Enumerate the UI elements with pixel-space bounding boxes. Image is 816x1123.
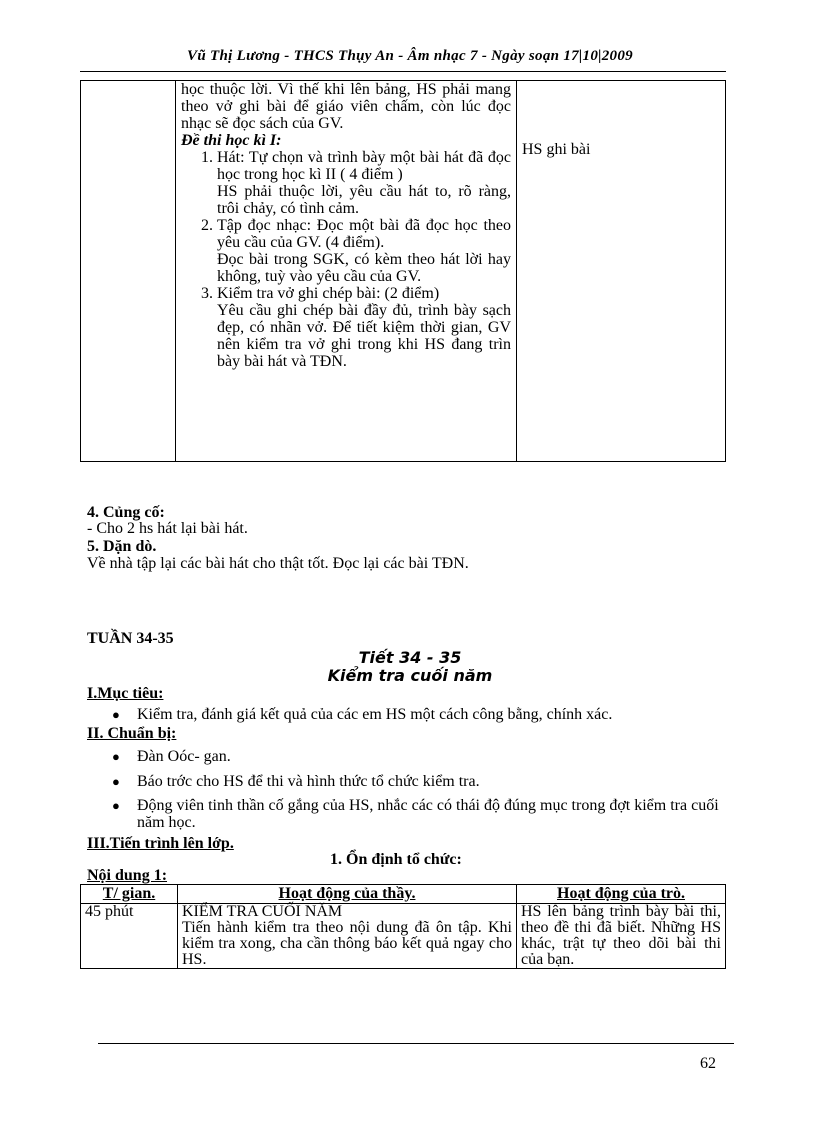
exam-items: [181, 149, 511, 370]
exam-item-title: 2. Tập đọc nhạc: Đọc một bài đã đọc học theo yêu cầu của GV. (4 điểm).: [217, 217, 511, 251]
exam-table: [80, 80, 726, 462]
student-col-text: HS ghi bài: [522, 141, 591, 158]
exam-item-detail: Đọc bài trong SGK, có kèm theo hát lời hay không, tuỳ vào yêu cầu của GV.: [217, 251, 511, 285]
prep-text: Đàn Oóc- gan.: [137, 748, 231, 765]
student-cell: HS lên bảng trình bày bài thi, theo đề thi đã biết. Những HS khác, trật tự theo dõi bài thi của bạn.: [517, 904, 726, 969]
teacher-cell: [178, 904, 517, 969]
page-number: 62: [700, 1055, 716, 1072]
section5-text: Về nhà tập lại các bài hát cho thật tốt. Đọc lại các bài TĐN.: [87, 555, 469, 572]
exam-item-detail: HS phải thuộc lời, yêu cầu hát to, rõ ràng, trôi chảy, có tình cảm.: [217, 183, 511, 217]
lesson-title: Kiểm tra cuối năm: [327, 666, 493, 685]
header-rule: [80, 71, 726, 72]
week-label: TUẦN 34-35: [87, 630, 174, 647]
section4-heading: 4. Củng cố:: [87, 504, 165, 521]
exam-item: [217, 149, 511, 217]
objectives-heading: I.Mục tiêu:: [87, 685, 164, 702]
teacher-text: Tiến hành kiểm tra theo nội dung đã ôn tập. Khi kiểm tra xong, cha cần thông báo kết quả ngay cho HS.: [182, 919, 512, 968]
prep-item: [112, 797, 722, 831]
page-header: Vũ Thị Lương - THCS Thụy An - Âm nhạc 7 - Ngày soạn 17|10|2009: [187, 48, 633, 64]
footer-rule: [98, 1043, 734, 1044]
time-cell: [81, 81, 176, 462]
prep-heading: II. Chuẩn bị:: [87, 725, 177, 742]
intro-text: học thuộc lời. Vì thế khi lên bảng, HS phải mang theo vở ghi bài để giáo viên chấm, còn lúc đọc nhạc sẽ đọc sách của GV.: [181, 81, 511, 132]
bullet-icon: ●: [112, 749, 120, 764]
section5-heading: 5. Dặn dò.: [87, 538, 157, 555]
col-header-teacher: Hoạt động của thầy.: [178, 885, 517, 904]
teacher-title: KIỂM TRA CUỐI NĂM: [182, 903, 343, 920]
bullet-icon: ●: [112, 774, 120, 789]
student-activity-cell: [517, 81, 726, 462]
col-header-student: Hoạt động của trò.: [517, 885, 726, 904]
lesson-number: Tiết 34 - 35: [358, 648, 462, 667]
teacher-activity-cell: [176, 81, 517, 462]
bullet-icon: ●: [112, 707, 120, 722]
prep-text: Báo trớc cho HS để thi và hình thức tổ chức kiểm tra.: [137, 773, 480, 790]
step1-heading: 1. Ổn định tổ chức:: [330, 851, 462, 868]
exam-item: [217, 285, 511, 370]
time-cell: 45 phút: [81, 904, 178, 969]
prep-text: Động viên tinh thần cố gắng của HS, nhắc các có thái độ đúng mục trong đợt kiểm tra cuối năm học.: [137, 797, 719, 831]
exam-item-detail: Yêu cầu ghi chép bài đầy đủ, trình bày sạch đẹp, có nhãn vở. Để tiết kiệm thời gian, GV nên kiểm tra vở ghi trong khi HS đang trìn bày bài hát và TĐN.: [217, 302, 511, 370]
bullet-icon: ●: [112, 798, 120, 813]
content-label: Nội dung 1:: [87, 867, 168, 884]
objective-text: Kiểm tra, đánh giá kết quả của các em HS một cách công bằng, chính xác.: [137, 706, 613, 723]
col-header-time: T/ gian.: [81, 885, 178, 904]
activity-table: [80, 884, 726, 969]
exam-item-title: 3. Kiểm tra vở ghi chép bài: (2 điểm): [217, 285, 440, 302]
exam-item: [217, 217, 511, 285]
exam-item-title: 1. Hát: Tự chọn và trình bày một bài hát đã đọc học trong học kì II ( 4 điểm ): [217, 149, 511, 183]
section4-text: - Cho 2 hs hát lại bài hát.: [87, 520, 248, 537]
exam-title: Đề thi học kì I:: [181, 132, 282, 149]
prep-item: [112, 773, 722, 790]
process-heading: III.Tiến trình lên lớp.: [87, 835, 234, 852]
objective-item: [112, 706, 722, 723]
prep-item: [112, 748, 722, 765]
